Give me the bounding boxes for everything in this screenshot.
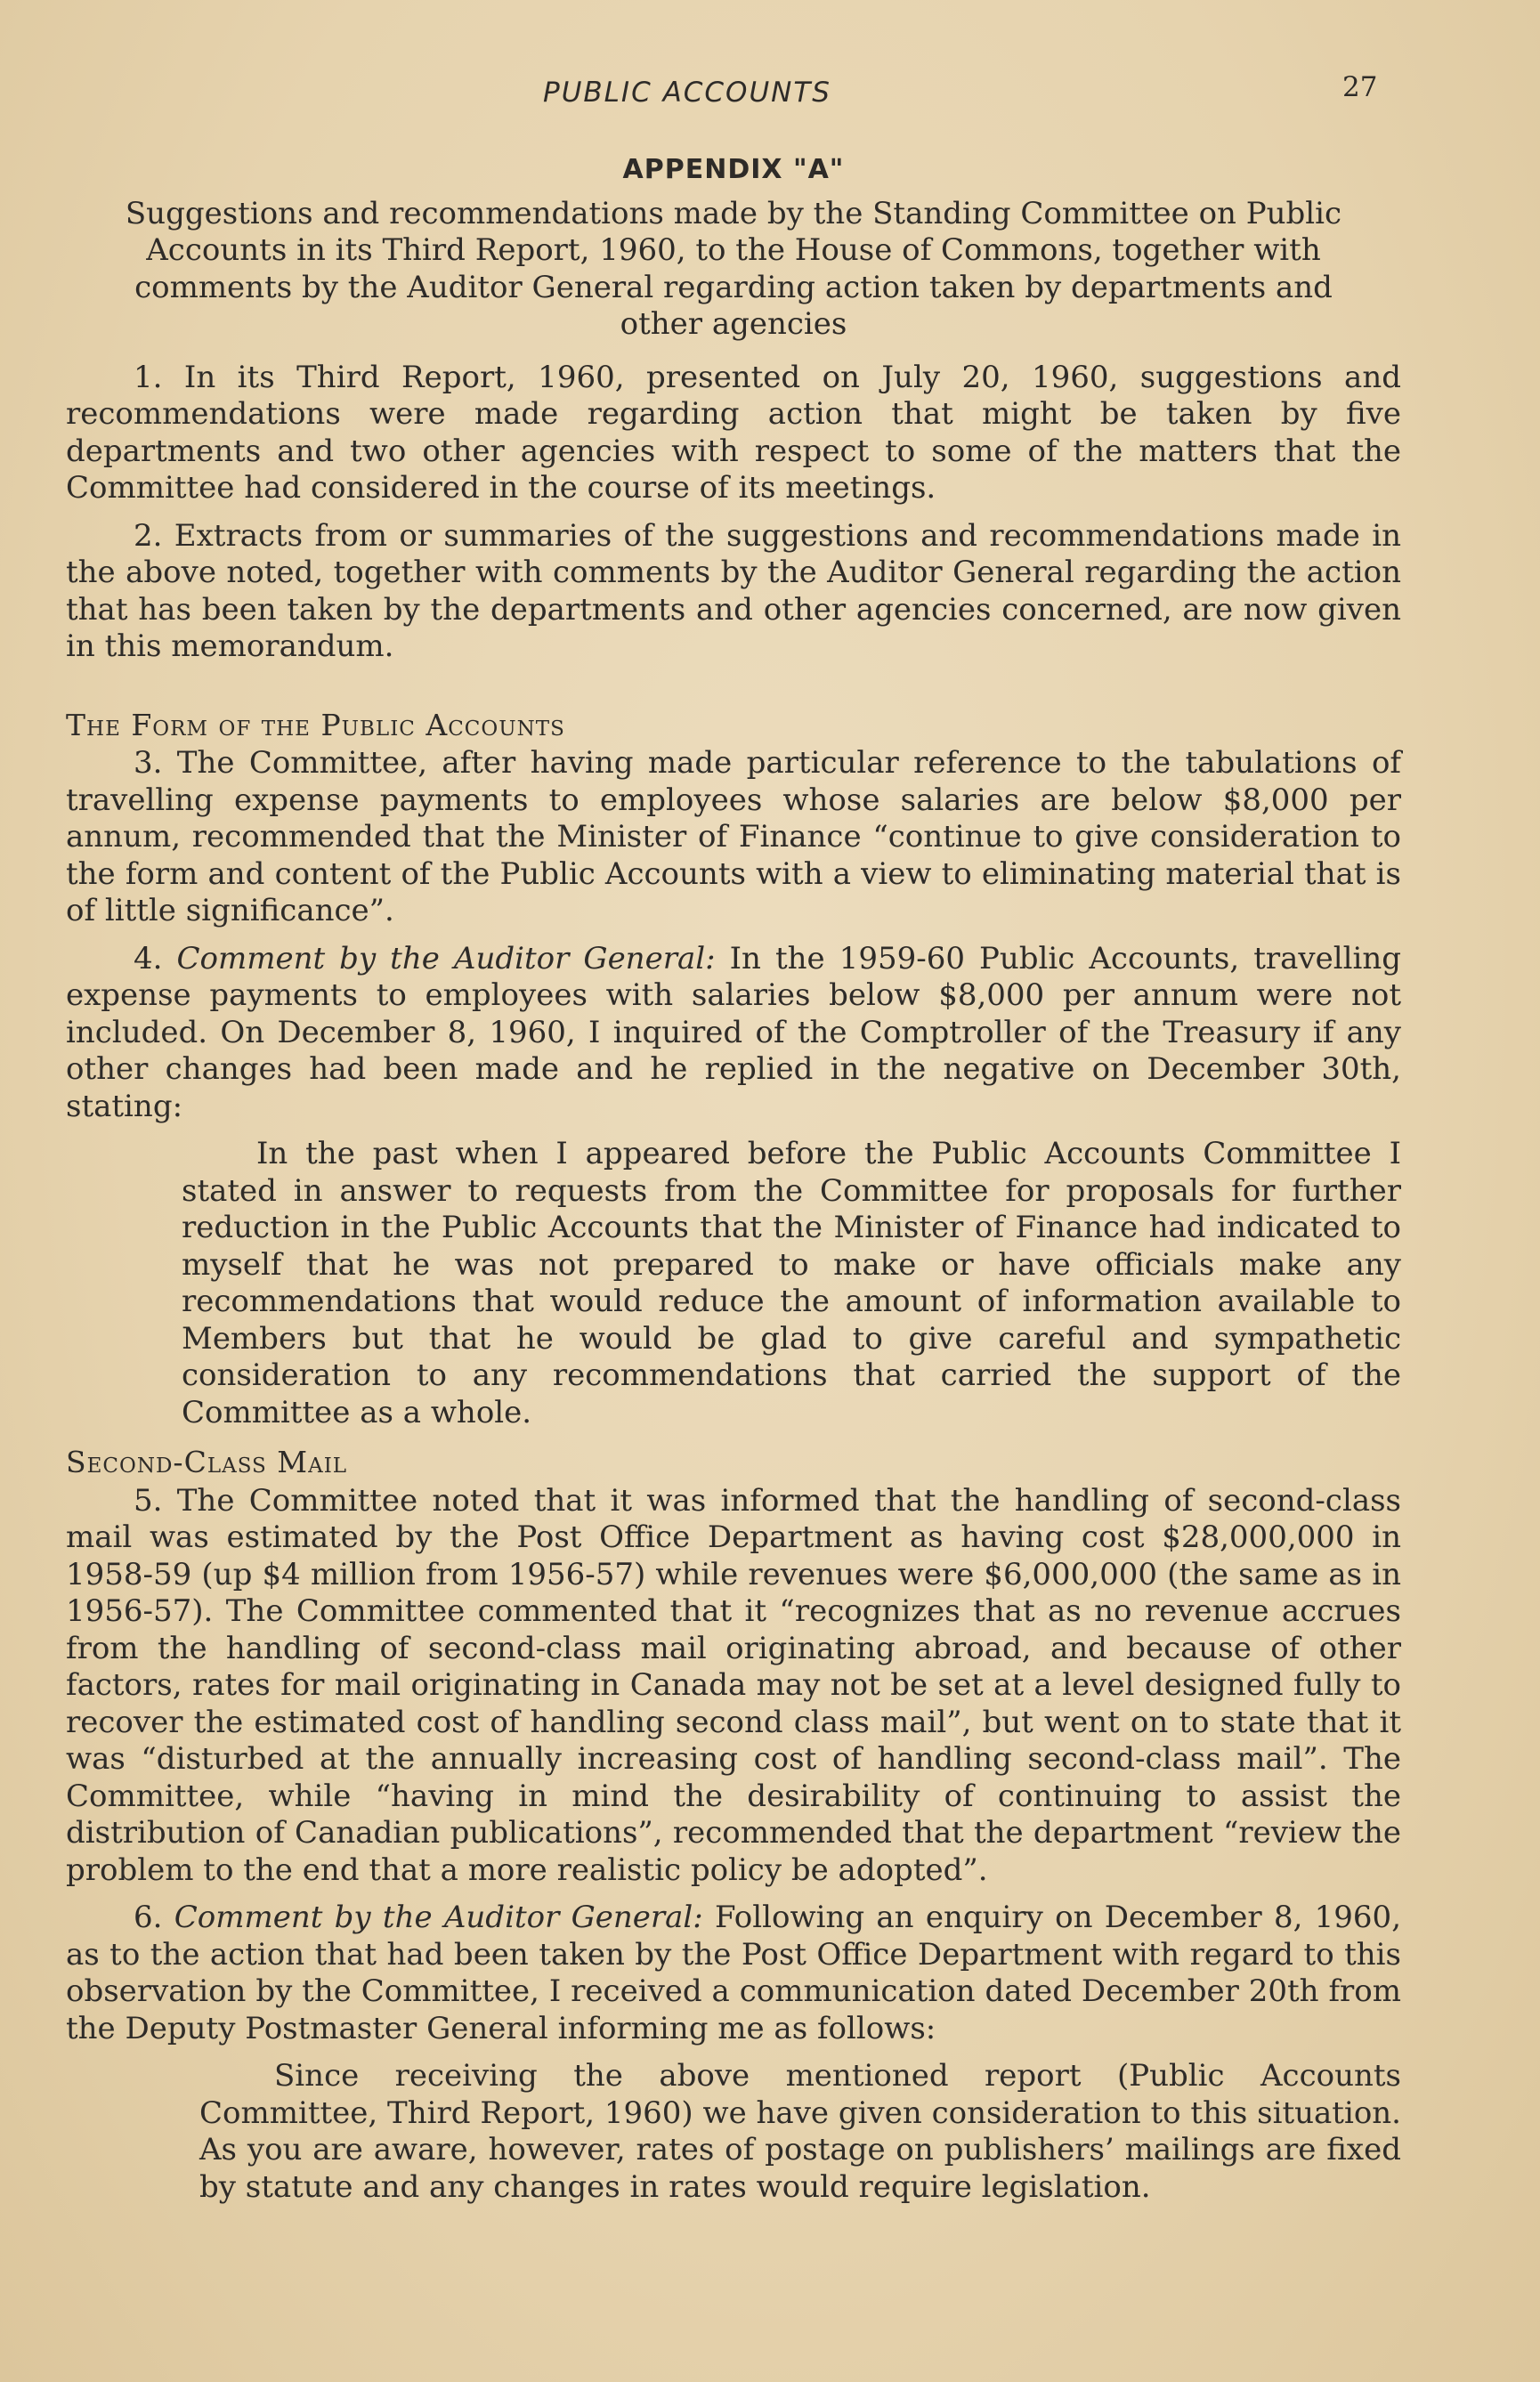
running-head: PUBLIC ACCOUNTS	[543, 77, 831, 109]
appendix-title: APPENDIX "A"	[622, 154, 845, 185]
document-body	[66, 151, 1401, 2215]
appendix-subtitle: Suggestions and recommendations made by the Standing Committee on Public Accounts in its Third Report, 1960, to the House of Commons, together with comments by the Auditor General regarding action taken by departments and other agencies	[125, 195, 1342, 342]
section-heading-second-class-mail: Second-Class Mail	[66, 1445, 348, 1479]
paragraph-4-number: 4.	[134, 940, 163, 976]
paragraph-1: 1. In its Third Report, 1960, presented on July 20, 1960, suggestions and recommendations were made regarding action that might be taken by five departments and two other agencies with respect to some of the matters that the Committee had considered in the course of its meetings.	[66, 359, 1401, 506]
paragraph-4	[66, 941, 1401, 1126]
postmaster-quote: Since receiving the above mentioned report (Public Accounts Committee, Third Report, 1960) we have given consideration to this situation. As you are aware, however, rates of postage on publishers’ mailings are fixed by statute and any changes in rates would require legislation.	[199, 2058, 1401, 2205]
paragraph-4-comment-label: Comment by the Auditor General:	[176, 940, 716, 976]
paragraph-6	[66, 1900, 1401, 2047]
page-header	[0, 71, 1540, 116]
section-heading-form-of-public-accounts: The Form of the Public Accounts	[66, 707, 565, 742]
comptroller-quote: In the past when I appeared before the Public Accounts Committee I stated in answer to requests from the Committee for proposals for further reduction in the Public Accounts that the Minister of Finance had indicated to myself that he was not prepared to make or have officials make any recommendations that would reduce the amount of information available to Members but that he would be glad to give careful and sympathetic consideration to any recommendations that carried the support of the Committee as a whole.	[182, 1136, 1401, 1430]
paragraph-2: 2. Extracts from or summaries of the suggestions and recommendations made in the above noted, together with comments by the Auditor General regarding the action that has been taken by the departments and other agencies concerned, are now given in this memorandum.	[66, 517, 1401, 664]
paragraph-4-text: In the 1959-60 Public Accounts, travelling expense payments to employees with salaries below $8,000 per annum were not included. On December 8, 1960, I inquired of the Comptroller of the Treasury if any other changes had been made and he replied in the negative on December 30th, stating:	[66, 940, 1402, 1124]
paragraph-3: 3. The Committee, after having made particular reference to the tabulations of travelling expense payments to employees whose salaries are below $8,000 per annum, recommended that the Minister of Finance “continue to give consideration to the form and content of the Public Accounts with a view to eliminating material that is of little significance”.	[66, 745, 1401, 928]
paragraph-6-number: 6.	[134, 1900, 163, 1935]
paragraph-5: 5. The Committee noted that it was informed that the handling of second-class mail was estimated by the Post Office Department as having cost $28,000,000 in 1958-59 (up $4 million from 1956-57) while revenues were $6,000,000 (the same as in 1956-57). The Committee commented that it “recognizes that as no revenue accrues from the handling of second-class mail originating abroad, and because of other factors, rates for mail originating in Canada may not be set at a level designed fully to recover the estimated cost of handling second class mail”, but went on to state that it was “disturbed at the annually increasing cost of handling second-class mail”. The Committee, while “having in mind the desirability of continuing to assist the distribution of Canadian publications”, recommended that the department “review the problem to the end that a more realistic policy be adopted”.	[66, 1482, 1401, 1888]
paragraph-6-text: Following an enquiry on December 8, 1960, as to the action that had been taken by the Post Office Department with regard to this observation by the Committee, I received a communication dated December 20th from the Deputy Postmaster General informing me as follows:	[66, 1900, 1401, 2046]
paragraph-6-comment-label: Comment by the Auditor General:	[174, 1900, 703, 1935]
page-number: 27	[1342, 71, 1378, 103]
